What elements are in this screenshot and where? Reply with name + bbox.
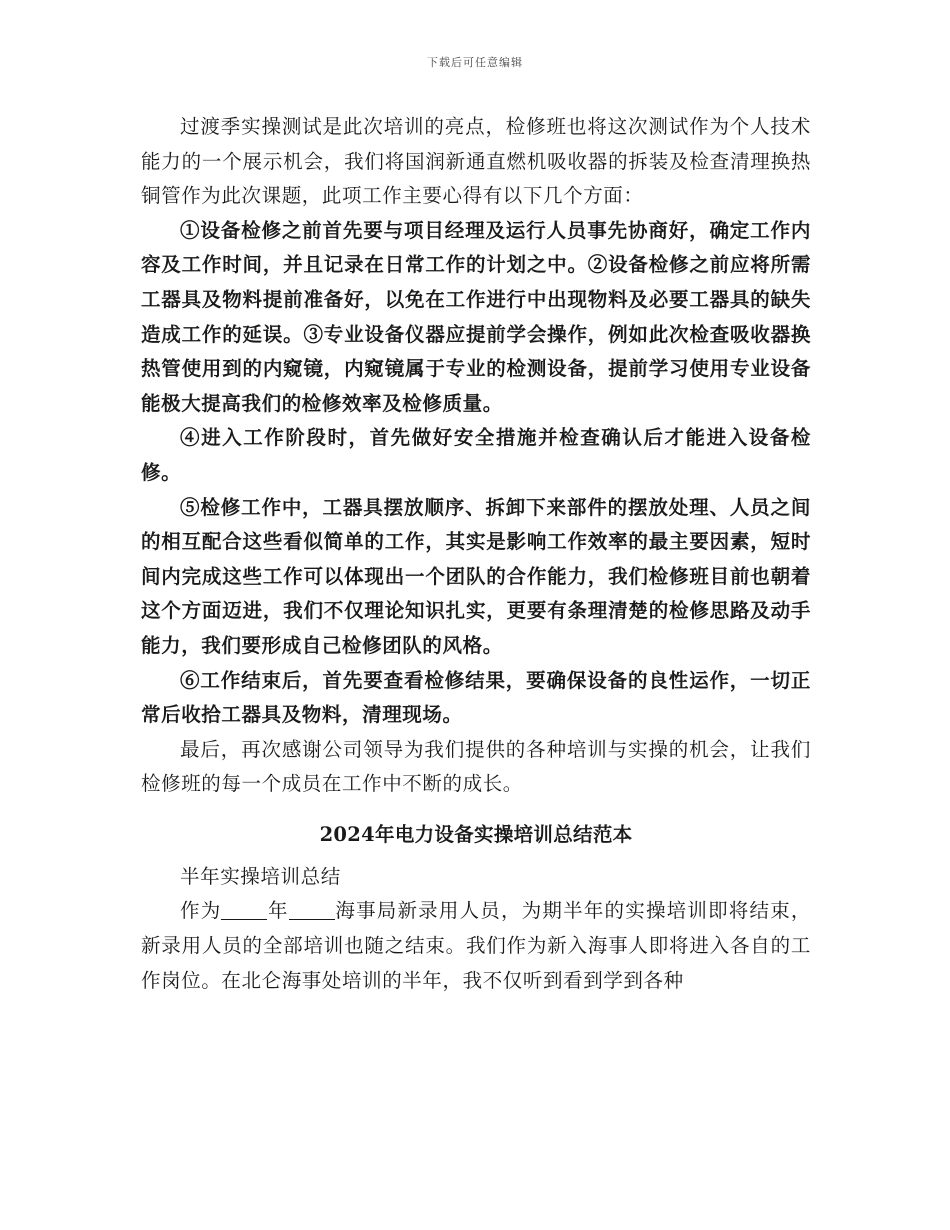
text-segment: 海事局新录用人员，为期半年的实操培训即将结束，新录用人员的全部培训也随之结束。我们作为新入海事人即将进入各自的工作岗位。在北仑海事处培训的半年，我不仅听到看到学到各种	[141, 899, 811, 992]
point-1-3-paragraph: ①设备检修之前首先要与项目经理及运行人员事先协商好，确定工作内容及工作时间，并且记录在日常工作的计划之中。②设备检修之前应将所需工器具及物料提前准备好，以免在工作进行中出现物料及必要工器具的缺失造成工作的延误。③专业设备仪器应提前学会操作，例如此次检查吸收器换热管使用到的内窥镜，内窥镜属于专业的检测设备，提前学习使用专业设备能极大提高我们的检修效率及检修质量。	[141, 218, 811, 415]
section-subtitle: 半年实操培训总结	[180, 864, 341, 888]
text-segment: 年	[267, 899, 289, 923]
point-6-paragraph: ⑥工作结束后，首先要查看检修结果，要确保设备的良性运作，一切正常后收拾工器具及物料，清理现场。	[141, 668, 811, 727]
intro-paragraph: 过渡季实操测试是此次培训的亮点，检修班也将这次测试作为个人技术能力的一个展示机会，我们将国润新通直燃机吸收器的拆装及检查清理换热铜管作为此次课题，此项工作主要心得有以下几个方面：	[141, 115, 811, 208]
text-segment: 作为	[180, 899, 222, 923]
page-header: 下载后可任意编辑	[427, 56, 523, 69]
year-blank	[221, 900, 267, 921]
training-summary-paragraph	[141, 894, 811, 998]
name-blank	[289, 900, 335, 921]
point-5-paragraph: ⑤检修工作中，工器具摆放顺序、拆卸下来部件的摆放处理、人员之间的相互配合这些看似简单的工作，其实是影响工作效率的最主要因素，短时间内完成这些工作可以体现出一个团队的合作能力，我们检修班目前也朝着这个方面迈进，我们不仅理论知识扎实，更要有条理清楚的检修思路及动手能力，我们要形成自己检修团队的风格。	[141, 495, 811, 657]
point-4-paragraph: ④进入工作阶段时，首先做好安全措施并检查确认后才能进入设备检修。	[141, 426, 811, 484]
document-body	[141, 110, 811, 998]
closing-paragraph: 最后，再次感谢公司领导为我们提供的各种培训与实操的机会，让我们检修班的每一个成员在工作中不断的成长。	[141, 737, 811, 796]
section-title: 2024年电力设备实操培训总结范本	[319, 822, 633, 846]
